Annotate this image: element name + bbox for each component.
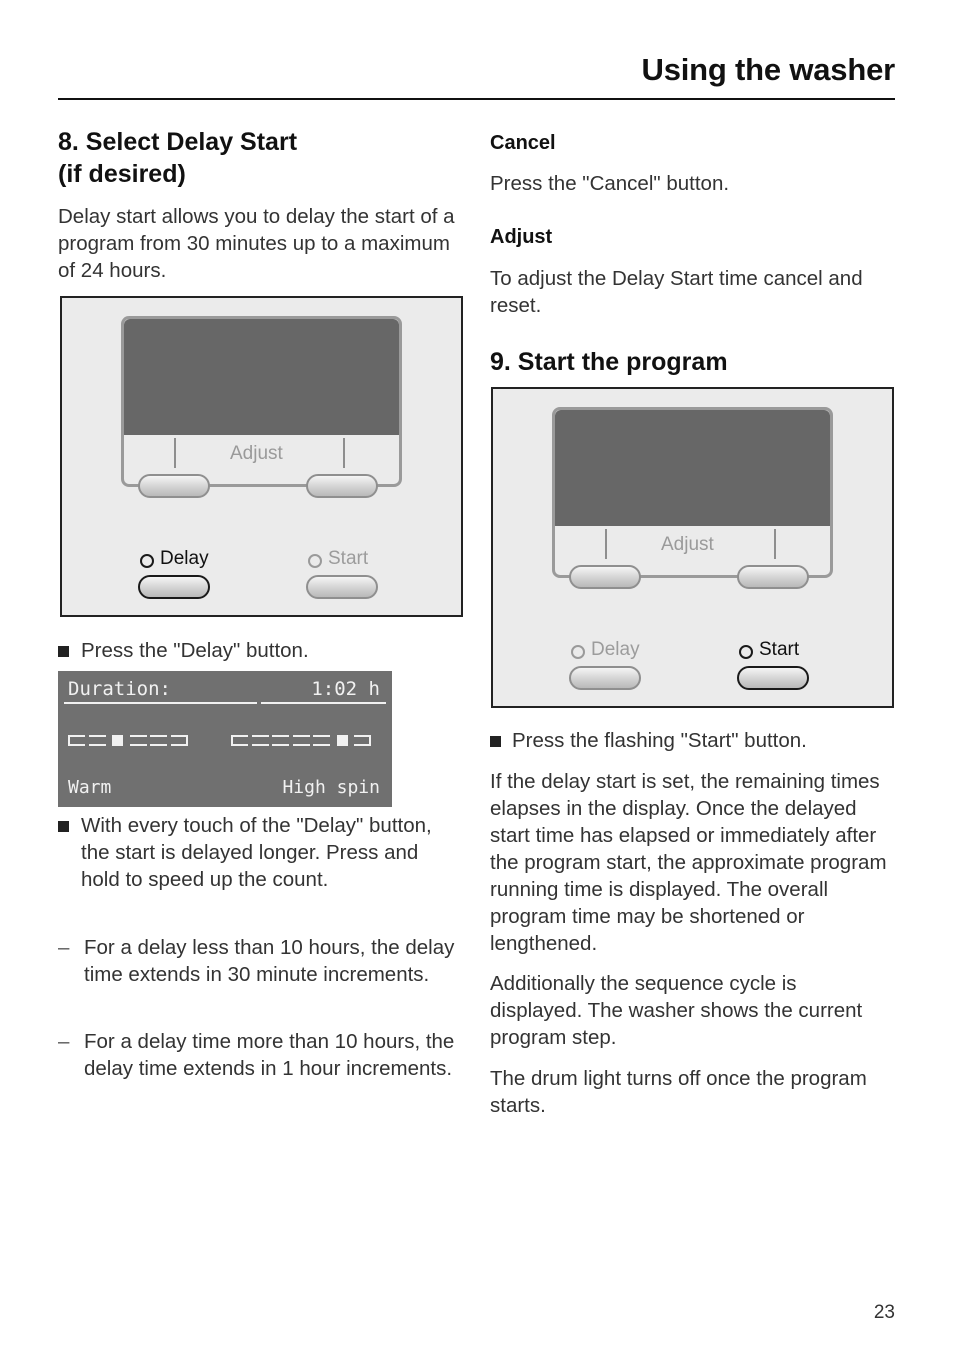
start-button[interactable] <box>737 666 809 690</box>
bullet-touch-delay <box>58 812 458 893</box>
lcd-segment <box>252 735 269 746</box>
lcd-segment <box>171 735 188 746</box>
adjust-plus-button[interactable] <box>737 565 809 589</box>
start-label: Start <box>759 639 800 660</box>
start-label: Start <box>328 548 369 569</box>
start-indicator-light <box>739 645 753 659</box>
paragraph-delay-elapsed: If the delay start is set, the remaining times elapses in the display. Once the delayed start time has elapsed or immediately after the program start, the approximate program running time is displayed. The overall program time may be shortened or lengthened. <box>490 770 887 955</box>
page-header-title: Using the washer <box>641 52 895 87</box>
adjust-label: Adjust <box>661 534 714 555</box>
adjust-label: Adjust <box>230 443 283 464</box>
heading-line-2: (if desired) <box>58 160 186 188</box>
header-rule <box>58 98 895 100</box>
bullet-square <box>490 736 501 747</box>
display-screen <box>124 319 399 435</box>
section-heading-start-program: 9. Start the program <box>490 348 728 376</box>
lcd-segment <box>130 735 147 746</box>
paragraph-sequence-cycle: Additionally the sequence cycle is displayed. The washer shows the current program step. <box>490 972 863 1049</box>
adjust-minus-button[interactable] <box>138 474 210 498</box>
bullet-press-delay-text: Press the "Delay" button. <box>81 639 309 662</box>
adjust-minus-button[interactable] <box>569 565 641 589</box>
lcd-underline-right <box>261 702 386 704</box>
lcd-segment <box>293 735 310 746</box>
dash-mark: – <box>58 1030 70 1053</box>
lcd-segment <box>313 735 330 746</box>
lcd-segment <box>150 735 167 746</box>
control-panel-figure-delay <box>60 296 463 617</box>
lcd-segment <box>231 735 248 746</box>
lcd-display <box>58 671 392 807</box>
page-number: 23 <box>873 1302 895 1323</box>
start-button[interactable] <box>306 575 378 599</box>
display-screen <box>555 410 830 526</box>
lcd-segment <box>68 735 85 746</box>
lcd-duration-value: 1:02 h <box>311 678 380 700</box>
bullet-square <box>58 646 69 657</box>
delay-button[interactable] <box>138 575 210 599</box>
adjust-tick-right <box>343 438 345 468</box>
dash-mark: – <box>58 936 70 959</box>
dash-item-more-10h <box>58 1028 463 1082</box>
adjust-text: To adjust the Delay Start time cancel and reset. <box>490 267 863 317</box>
lcd-segment <box>89 735 106 746</box>
control-panel-figure-start <box>491 387 894 708</box>
dash-item-more-10h-text: For a delay time more than 10 hours, the delay time extends in 1 hour increments. <box>84 1030 455 1080</box>
start-indicator-light <box>308 554 322 568</box>
lcd-segment-active <box>337 735 348 746</box>
delay-button[interactable] <box>569 666 641 690</box>
dash-item-less-10h-text: For a delay less than 10 hours, the delay time extends in 30 minute increments. <box>84 936 455 986</box>
delay-intro-text: Delay start allows you to delay the start of a program from 30 minutes up to a maximum of 24 hours. <box>58 205 455 282</box>
delay-label: Delay <box>591 639 640 660</box>
lcd-temp-label: Warm <box>68 777 112 798</box>
section-heading-delay-start <box>58 126 297 190</box>
adjust-tick-left <box>605 529 607 559</box>
lcd-segment-active <box>112 735 123 746</box>
cancel-heading: Cancel <box>490 132 556 154</box>
delay-indicator-light <box>140 554 154 568</box>
lcd-segment <box>272 735 289 746</box>
bullet-square <box>58 821 69 832</box>
delay-label: Delay <box>160 548 209 569</box>
bullet-touch-delay-text: With every touch of the "Delay" button, the start is delayed longer. Press and hold to speed up the count. <box>81 814 432 891</box>
dash-item-less-10h <box>58 934 463 988</box>
lcd-segment <box>354 735 371 746</box>
heading-line-1: 8. Select Delay Start <box>58 128 298 156</box>
lcd-duration-label: Duration: <box>68 678 171 700</box>
bullet-press-start-text: Press the flashing "Start" button. <box>512 729 807 752</box>
paragraph-drum-light: The drum light turns off once the program starts. <box>490 1067 867 1117</box>
delay-indicator-light <box>571 645 585 659</box>
adjust-tick-left <box>174 438 176 468</box>
lcd-underline-left <box>64 702 257 704</box>
cancel-text: Press the "Cancel" button. <box>490 172 730 195</box>
adjust-plus-button[interactable] <box>306 474 378 498</box>
adjust-tick-right <box>774 529 776 559</box>
adjust-heading: Adjust <box>490 226 553 248</box>
lcd-spin-label: High spin <box>282 777 380 798</box>
